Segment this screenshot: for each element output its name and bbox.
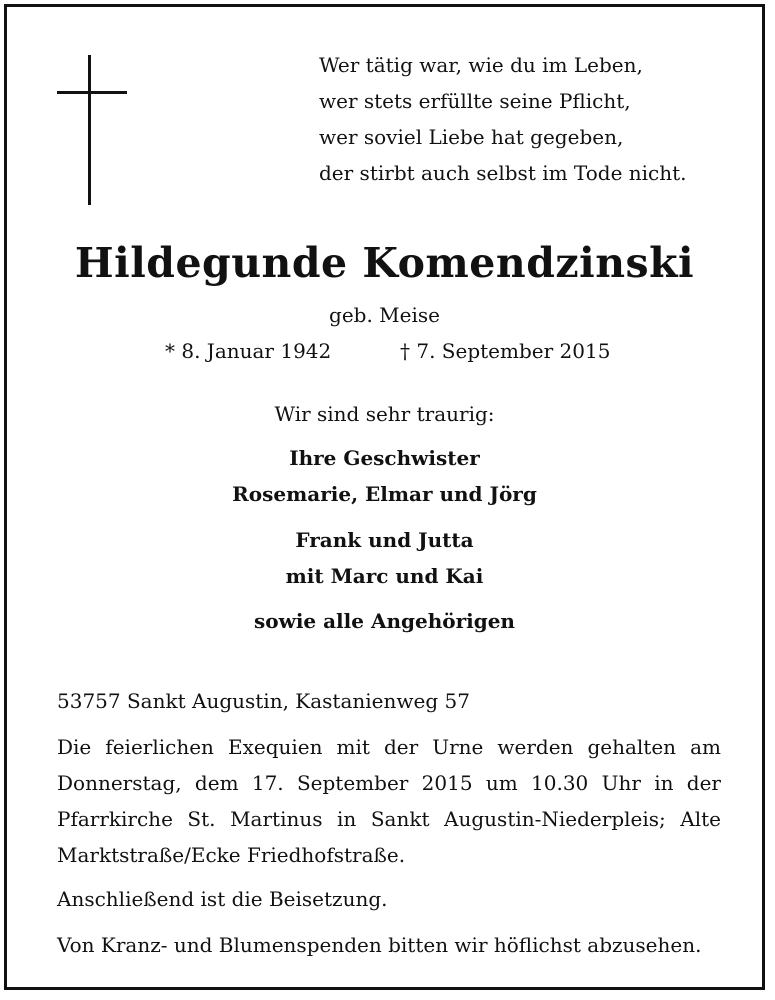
mourner-line: sowie alle Angehörigen xyxy=(254,609,515,633)
poem-line: wer soviel Liebe hat gegeben, xyxy=(319,125,624,149)
poem-line: der stirbt auch selbst im Tode nicht. xyxy=(319,161,687,185)
deceased-name: Hildegunde Komendzinski xyxy=(74,239,695,287)
death-date: † 7. September 2015 xyxy=(400,339,611,363)
mourner-line: Frank und Jutta xyxy=(295,528,474,552)
birth-date: * 8. Januar 1942 xyxy=(165,339,332,363)
address: 53757 Sankt Augustin, Kastanienweg 57 xyxy=(57,689,470,713)
poem-line: Wer tätig war, wie du im Leben, xyxy=(319,53,643,77)
mourner-line: Rosemarie, Elmar und Jörg xyxy=(232,482,537,506)
mourner-line: Ihre Geschwister xyxy=(289,446,480,470)
mourner-line: mit Marc und Kai xyxy=(285,564,484,588)
maiden-name: geb. Meise xyxy=(329,303,440,327)
obituary-notice xyxy=(4,4,765,990)
burial-note: Anschließend ist die Beisetzung. xyxy=(57,887,388,911)
mourners-intro: Wir sind sehr traurig: xyxy=(274,402,495,426)
service-details: Die feierlichen Exequien mit der Urne werden gehalten am Donnerstag, dem 17. September 2015 um 10.30 Uhr in der Pfarrkirche St. Martinus in Sankt Augustin-Niederpleis; Alte Marktstraße/Ecke Friedhofstraße. xyxy=(57,735,721,867)
poem-line: wer stets erfüllte seine Pflicht, xyxy=(319,89,631,113)
poem xyxy=(319,47,687,191)
cross-icon xyxy=(57,55,127,205)
flowers-note: Von Kranz- und Blumenspenden bitten wir höflichst abzusehen. xyxy=(57,933,702,957)
